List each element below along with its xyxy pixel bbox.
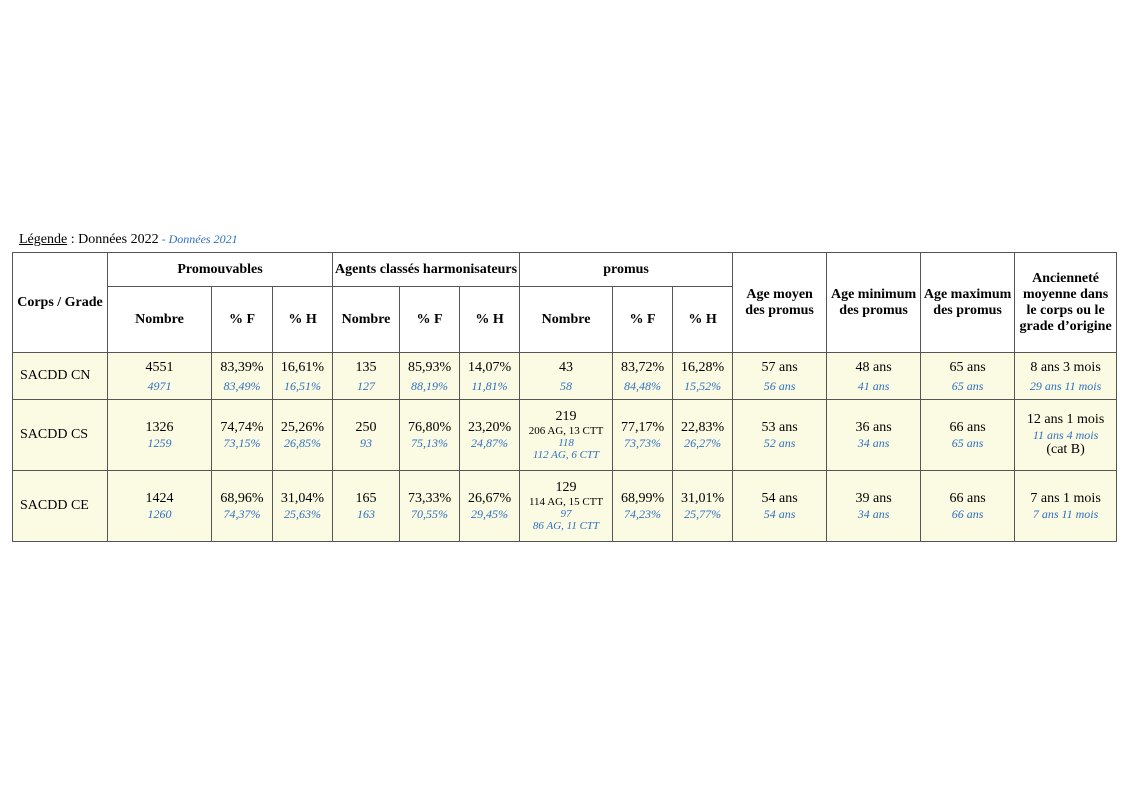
- header-prom-nombre: Nombre: [108, 287, 212, 353]
- legend-2022: Données 2022: [78, 232, 159, 247]
- cell-prom-nombre: 4551 4971: [108, 353, 212, 400]
- header-ag-ph: % H: [460, 287, 520, 353]
- header-pr-pf: % F: [613, 287, 673, 353]
- row-grade: SACDD CE: [13, 471, 108, 542]
- cell-pr-nombre: 43 58: [520, 353, 613, 400]
- table-row: [13, 400, 1117, 471]
- cell-prom-nombre: 1424 1260: [108, 471, 212, 542]
- legend: [19, 231, 238, 248]
- header-ag-pf: % F: [400, 287, 460, 353]
- cell-ag-ph: 23,20% 24,87%: [460, 400, 520, 471]
- cell-ag-nombre: 250 93: [333, 400, 400, 471]
- cell-age-min: 48 ans 41 ans: [827, 353, 921, 400]
- cell-prom-pf: 83,39% 83,49%: [212, 353, 273, 400]
- cell-ag-pf: 73,33% 70,55%: [400, 471, 460, 542]
- row-grade: SACDD CS: [13, 400, 108, 471]
- cell-prom-ph: 31,04% 25,63%: [273, 471, 333, 542]
- legend-dash: -: [158, 232, 169, 246]
- cell-age-moyen: 57 ans 56 ans: [733, 353, 827, 400]
- cell-age-max: 66 ans 65 ans: [921, 400, 1015, 471]
- cell-pr-pf: 68,99% 74,23%: [613, 471, 673, 542]
- cell-ag-ph: 14,07% 11,81%: [460, 353, 520, 400]
- legend-2021: Données 2021: [168, 232, 238, 246]
- cell-anciennete: 12 ans 1 mois 11 ans 4 mois (cat B): [1015, 400, 1117, 471]
- cell-prom-ph: 25,26% 26,85%: [273, 400, 333, 471]
- cell-pr-ph: 31,01% 25,77%: [673, 471, 733, 542]
- cell-age-max: 66 ans 66 ans: [921, 471, 1015, 542]
- cell-age-max: 65 ans 65 ans: [921, 353, 1015, 400]
- header-agents: Agents classés harmonisateurs: [333, 253, 520, 287]
- cell-pr-nombre: 129 114 AG, 15 CTT 97 86 AG, 11 CTT: [520, 471, 613, 542]
- header-pr-nombre: Nombre: [520, 287, 613, 353]
- table-row: [13, 353, 1117, 400]
- header-prom-pf: % F: [212, 287, 273, 353]
- cell-pr-pf: 83,72% 84,48%: [613, 353, 673, 400]
- cell-age-moyen: 53 ans 52 ans: [733, 400, 827, 471]
- cell-anciennete: 7 ans 1 mois 7 ans 11 mois: [1015, 471, 1117, 542]
- header-promus: promus: [520, 253, 733, 287]
- cell-prom-pf: 74,74% 73,15%: [212, 400, 273, 471]
- promotion-stats-table: [12, 252, 1117, 542]
- cell-pr-ph: 22,83% 26,27%: [673, 400, 733, 471]
- cell-ag-pf: 76,80% 75,13%: [400, 400, 460, 471]
- cell-age-min: 39 ans 34 ans: [827, 471, 921, 542]
- cell-ag-ph: 26,67% 29,45%: [460, 471, 520, 542]
- header-corps: Corps / Grade: [13, 253, 108, 353]
- cell-pr-ph: 16,28% 15,52%: [673, 353, 733, 400]
- cell-ag-pf: 85,93% 88,19%: [400, 353, 460, 400]
- header-ag-nombre: Nombre: [333, 287, 400, 353]
- header-prom-ph: % H: [273, 287, 333, 353]
- header-age-min: Age minimum des promus: [827, 253, 921, 353]
- cell-pr-pf: 77,17% 73,73%: [613, 400, 673, 471]
- header-anciennete: Ancienneté moyenne dans le corps ou le grade d’origine: [1015, 253, 1117, 353]
- header-row-top: [13, 253, 1117, 287]
- cell-anciennete: 8 ans 3 mois 29 ans 11 mois: [1015, 353, 1117, 400]
- header-pr-ph: % H: [673, 287, 733, 353]
- table-row: [13, 471, 1117, 542]
- cell-prom-ph: 16,61% 16,51%: [273, 353, 333, 400]
- row-grade: SACDD CN: [13, 353, 108, 400]
- legend-separator: :: [67, 232, 79, 247]
- cell-prom-pf: 68,96% 74,37%: [212, 471, 273, 542]
- cell-ag-nombre: 165 163: [333, 471, 400, 542]
- cell-age-moyen: 54 ans 54 ans: [733, 471, 827, 542]
- header-promouvables: Promouvables: [108, 253, 333, 287]
- cell-pr-nombre: 219 206 AG, 13 CTT 118 112 AG, 6 CTT: [520, 400, 613, 471]
- cell-prom-nombre: 1326 1259: [108, 400, 212, 471]
- header-age-max: Age maximum des promus: [921, 253, 1015, 353]
- header-age-moyen: Age moyen des promus: [733, 253, 827, 353]
- legend-label: Légende: [19, 232, 68, 247]
- cell-ag-nombre: 135 127: [333, 353, 400, 400]
- cell-age-min: 36 ans 34 ans: [827, 400, 921, 471]
